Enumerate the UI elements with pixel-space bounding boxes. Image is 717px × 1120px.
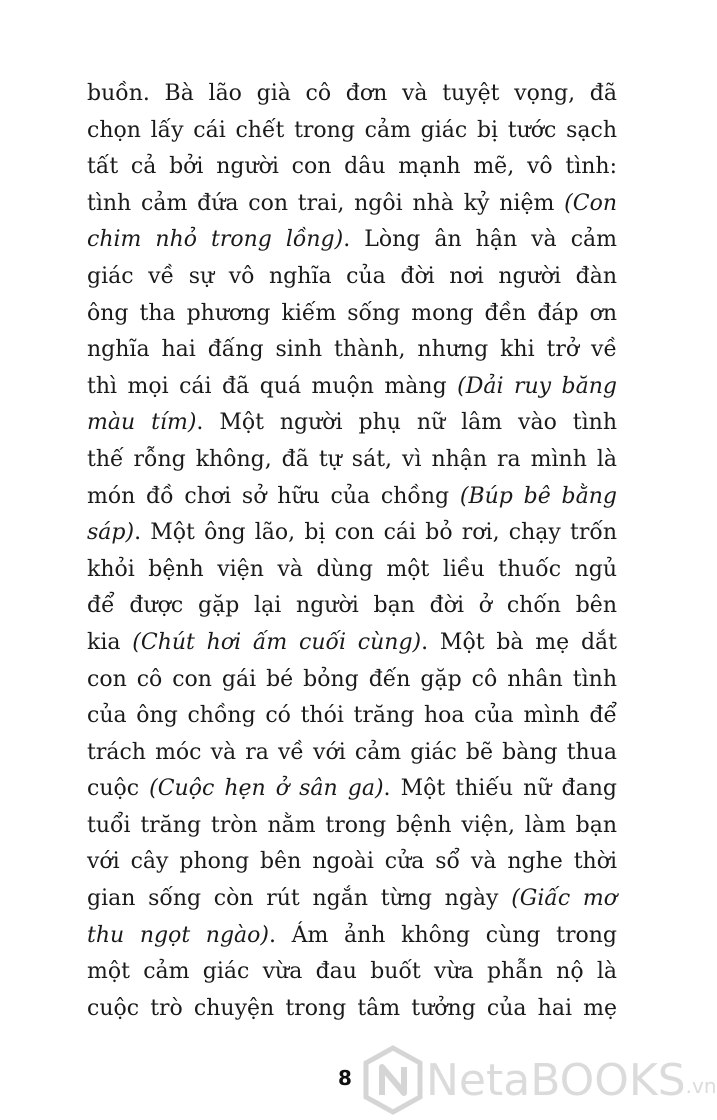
story-title-italic: thu ngọt ngào) <box>87 922 269 948</box>
text-line <box>87 808 617 845</box>
story-title-italic: sáp) <box>87 520 135 546</box>
text-line <box>87 954 617 991</box>
text-line <box>87 735 617 772</box>
text-segment: . Một bà mẹ dắt <box>421 629 618 655</box>
text-line <box>87 405 617 442</box>
text-segment: cuộc trò chuyện trong tâm tưởng của hai mẹ <box>87 995 617 1021</box>
text-line <box>87 332 617 369</box>
text-line <box>87 918 617 955</box>
text-segment: con cô con gái bé bỏng đến gặp cô nhân tình <box>87 666 617 692</box>
text-segment: gian sống còn rút ngắn từng ngày <box>87 886 512 912</box>
publisher-watermark <box>362 1040 717 1120</box>
text-line <box>87 515 617 552</box>
story-title-italic: chim nhỏ trong lồng) <box>87 227 344 253</box>
text-segment: chọn lấy cái chết trong cảm giác bị tước sạch <box>87 117 617 143</box>
text-line <box>87 991 617 1028</box>
text-segment: của ông chồng có thói trăng hoa của mình để <box>87 703 617 729</box>
page-number: 8 <box>338 1066 352 1090</box>
text-line <box>87 222 617 259</box>
text-line <box>87 369 617 406</box>
story-title-italic: màu tím) <box>87 410 197 436</box>
story-title-italic: (Búp bê bằng <box>459 483 617 509</box>
text-line <box>87 113 617 150</box>
netabooks-logo-icon <box>362 1045 424 1115</box>
story-title-italic: (Cuộc hẹn ở sân ga) <box>149 776 384 802</box>
text-segment: kia <box>87 629 133 655</box>
text-line <box>87 625 617 662</box>
text-segment: buồn. Bà lão già cô đơn và tuyệt vọng, đã <box>87 81 617 106</box>
text-segment: . Một người phụ nữ lâm vào tình <box>196 410 617 436</box>
text-line <box>87 844 617 881</box>
text-segment: . Ám ảnh không cùng trong <box>269 922 617 948</box>
text-segment: để được gặp lại người bạn đời ở chốn bên <box>87 593 617 619</box>
text-segment: trách móc và ra về với cảm giác bẽ bàng thua <box>87 739 617 765</box>
text-segment: một cảm giác vừa đau buốt vừa phẫn nộ là <box>87 959 617 985</box>
text-line <box>87 296 617 333</box>
text-line <box>87 259 617 296</box>
story-title-italic: (Chút hơi ấm cuối cùng) <box>132 629 422 655</box>
text-segment: tất cả bởi người con dâu mạnh mẽ, vô tình: <box>87 154 617 180</box>
text-line <box>87 662 617 699</box>
text-segment: thế rỗng không, đã tự sát, vì nhận ra mình là <box>87 446 617 472</box>
text-segment: . Một thiếu nữ đang <box>383 776 617 802</box>
text-segment: món đồ chơi sở hữu của chồng <box>87 483 460 509</box>
text-segment: . Lòng ân hận và cảm <box>343 227 617 253</box>
text-segment: cuộc <box>87 776 150 802</box>
text-line <box>87 442 617 479</box>
watermark-text: NetaBOOKS <box>426 1054 686 1106</box>
text-line <box>87 881 617 918</box>
text-segment: tình cảm đứa con trai, ngôi nhà kỷ niệm <box>87 190 565 216</box>
text-line <box>87 698 617 735</box>
text-line <box>87 771 617 808</box>
text-line <box>87 186 617 223</box>
text-line <box>87 588 617 625</box>
text-segment: ông tha phương kiếm sống mong đền đáp ơn <box>87 300 617 326</box>
text-line <box>87 552 617 589</box>
text-line <box>87 76 617 113</box>
body-text <box>87 76 617 1027</box>
text-segment: khỏi bệnh viện và dùng một liều thuốc ngủ <box>87 556 617 582</box>
text-line <box>87 149 617 186</box>
story-title-italic: (Dải ruy băng <box>457 373 617 399</box>
text-segment: . Một ông lão, bị con cái bỏ rơi, chạy trốn <box>134 520 617 546</box>
text-segment: với cây phong bên ngoài cửa sổ và nghe thời <box>87 849 617 875</box>
watermark-suffix: .vn <box>685 1074 717 1098</box>
story-title-italic: (Giấc mơ <box>511 886 617 912</box>
text-segment: thì mọi cái đã quá muộn màng <box>87 373 458 399</box>
story-title-italic: (Con <box>564 190 617 216</box>
text-line <box>87 479 617 516</box>
text-segment: tuổi trăng tròn nằm trong bệnh viện, làm bạn <box>87 812 617 838</box>
text-segment: giác về sự vô nghĩa của đời nơi người đàn <box>87 263 617 289</box>
text-segment: nghĩa hai đấng sinh thành, nhưng khi trở về <box>87 337 617 363</box>
